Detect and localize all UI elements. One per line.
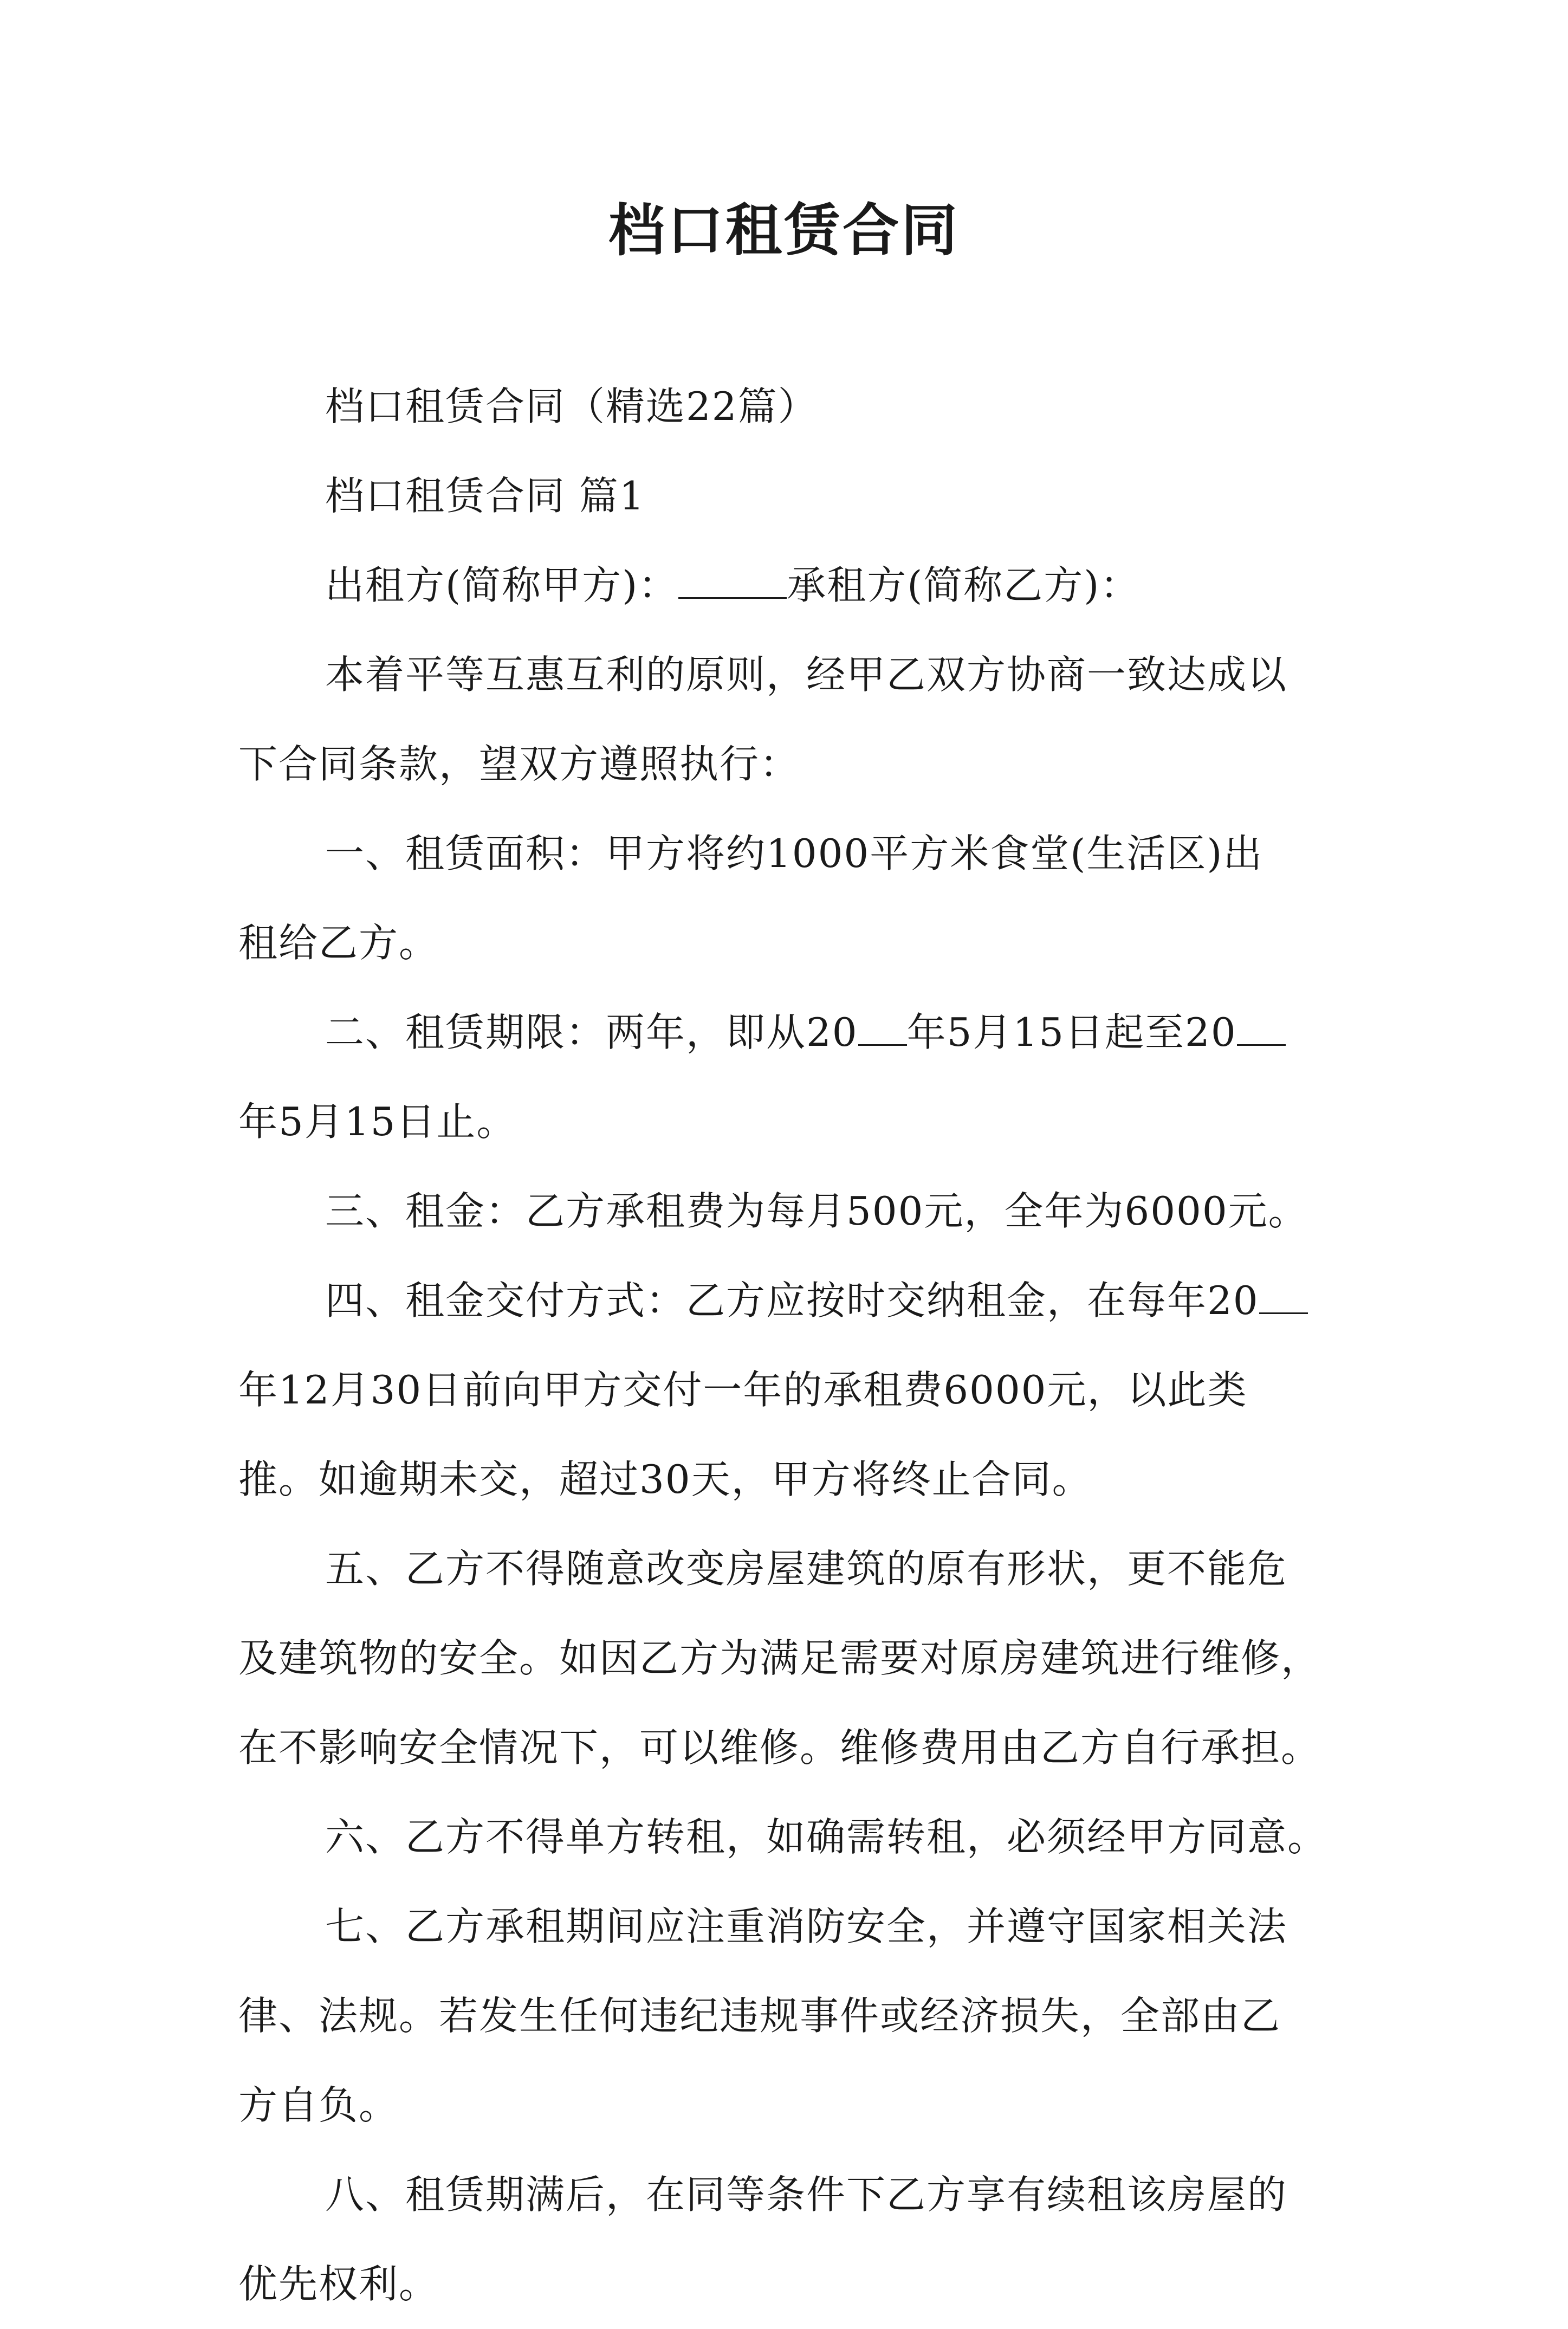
text-line: 年12月30日前向甲方交付一年的承租费6000元，以此类: [238, 1367, 1248, 1413]
text-line: 及建筑物的安全。如因乙方为满足需要对原房建筑进行维修，: [238, 1635, 1321, 1681]
paragraph-clause-7: [238, 1882, 1355, 2150]
paragraph-subtitle: [238, 362, 1355, 451]
year-blank: [1237, 1012, 1286, 1046]
year-blank: [858, 1012, 907, 1046]
paragraph-clause-8: [238, 2150, 1355, 2329]
lessor-label: 出租方(简称甲方)：: [325, 562, 679, 608]
text-line: 优先权利。: [238, 2261, 439, 2307]
text-line: 本着平等互惠互利的原则，经甲乙双方协商一致达成以: [325, 652, 1288, 697]
paragraph-clause-3: [238, 1167, 1355, 1256]
text-line: [238, 541, 1355, 630]
text-line: 三、租金：乙方承租费为每月500元，全年为6000元。: [325, 1188, 1308, 1234]
paragraph-section-heading: [238, 451, 1355, 541]
text-line: 档口租赁合同（精选22篇）: [325, 384, 818, 429]
lessor-blank: [678, 565, 787, 599]
text-line: 律、法规。若发生任何违纪违规事件或经济损失，全部由乙: [238, 1993, 1281, 2039]
paragraph-parties: [238, 541, 1355, 630]
document-body: [238, 362, 1355, 2329]
paragraph-clause-4: [238, 1256, 1355, 1524]
text-line: 在不影响安全情况下，可以维修。维修费用由乙方自行承担。: [238, 1725, 1321, 1770]
clause-2-text-a: 二、租赁期限：两年，即从20: [325, 1010, 858, 1055]
year-blank: [1259, 1280, 1308, 1314]
text-line: 六、乙方不得单方转租，如确需转租，必须经甲方同意。: [325, 1814, 1328, 1860]
text-line: 推。如逾期未交，超过30天，甲方将终止合同。: [238, 1457, 1092, 1502]
text-line: 租给乙方。: [238, 920, 439, 966]
text-line: 一、租赁面积：甲方将约1000平方米食堂(生活区)出: [325, 831, 1264, 876]
paragraph-clause-6: [238, 1793, 1355, 1882]
lessee-label: 承租方(简称乙方)：: [787, 562, 1141, 608]
clause-4-text-a: 四、租金交付方式：乙方应按时交纳租金，在每年20: [325, 1278, 1259, 1323]
text-line: 下合同条款，望双方遵照执行：: [238, 741, 800, 787]
document-title: 档口租赁合同: [608, 197, 960, 263]
paragraph-clause-5: [238, 1524, 1355, 1793]
text-line: 五、乙方不得随意改变房屋建筑的原有形状，更不能危: [325, 1546, 1288, 1592]
text-line: 七、乙方承租期间应注重消防安全，并遵守国家相关法: [325, 1904, 1288, 1949]
text-line: 八、租赁期满后，在同等条件下乙方享有续租该房屋的: [325, 2172, 1288, 2217]
text-line: 档口租赁合同 篇1: [325, 473, 645, 519]
text-line: 年5月15日止。: [238, 1099, 517, 1144]
paragraph-clause-2: [238, 988, 1355, 1167]
text-line: 方自负。: [238, 2082, 399, 2128]
clause-2-text-b: 年5月15日起至20: [906, 1010, 1237, 1055]
paragraph-preamble: [238, 630, 1355, 809]
text-line: [238, 988, 1355, 1077]
paragraph-clause-1: [238, 809, 1355, 988]
text-line: [238, 1256, 1355, 1345]
